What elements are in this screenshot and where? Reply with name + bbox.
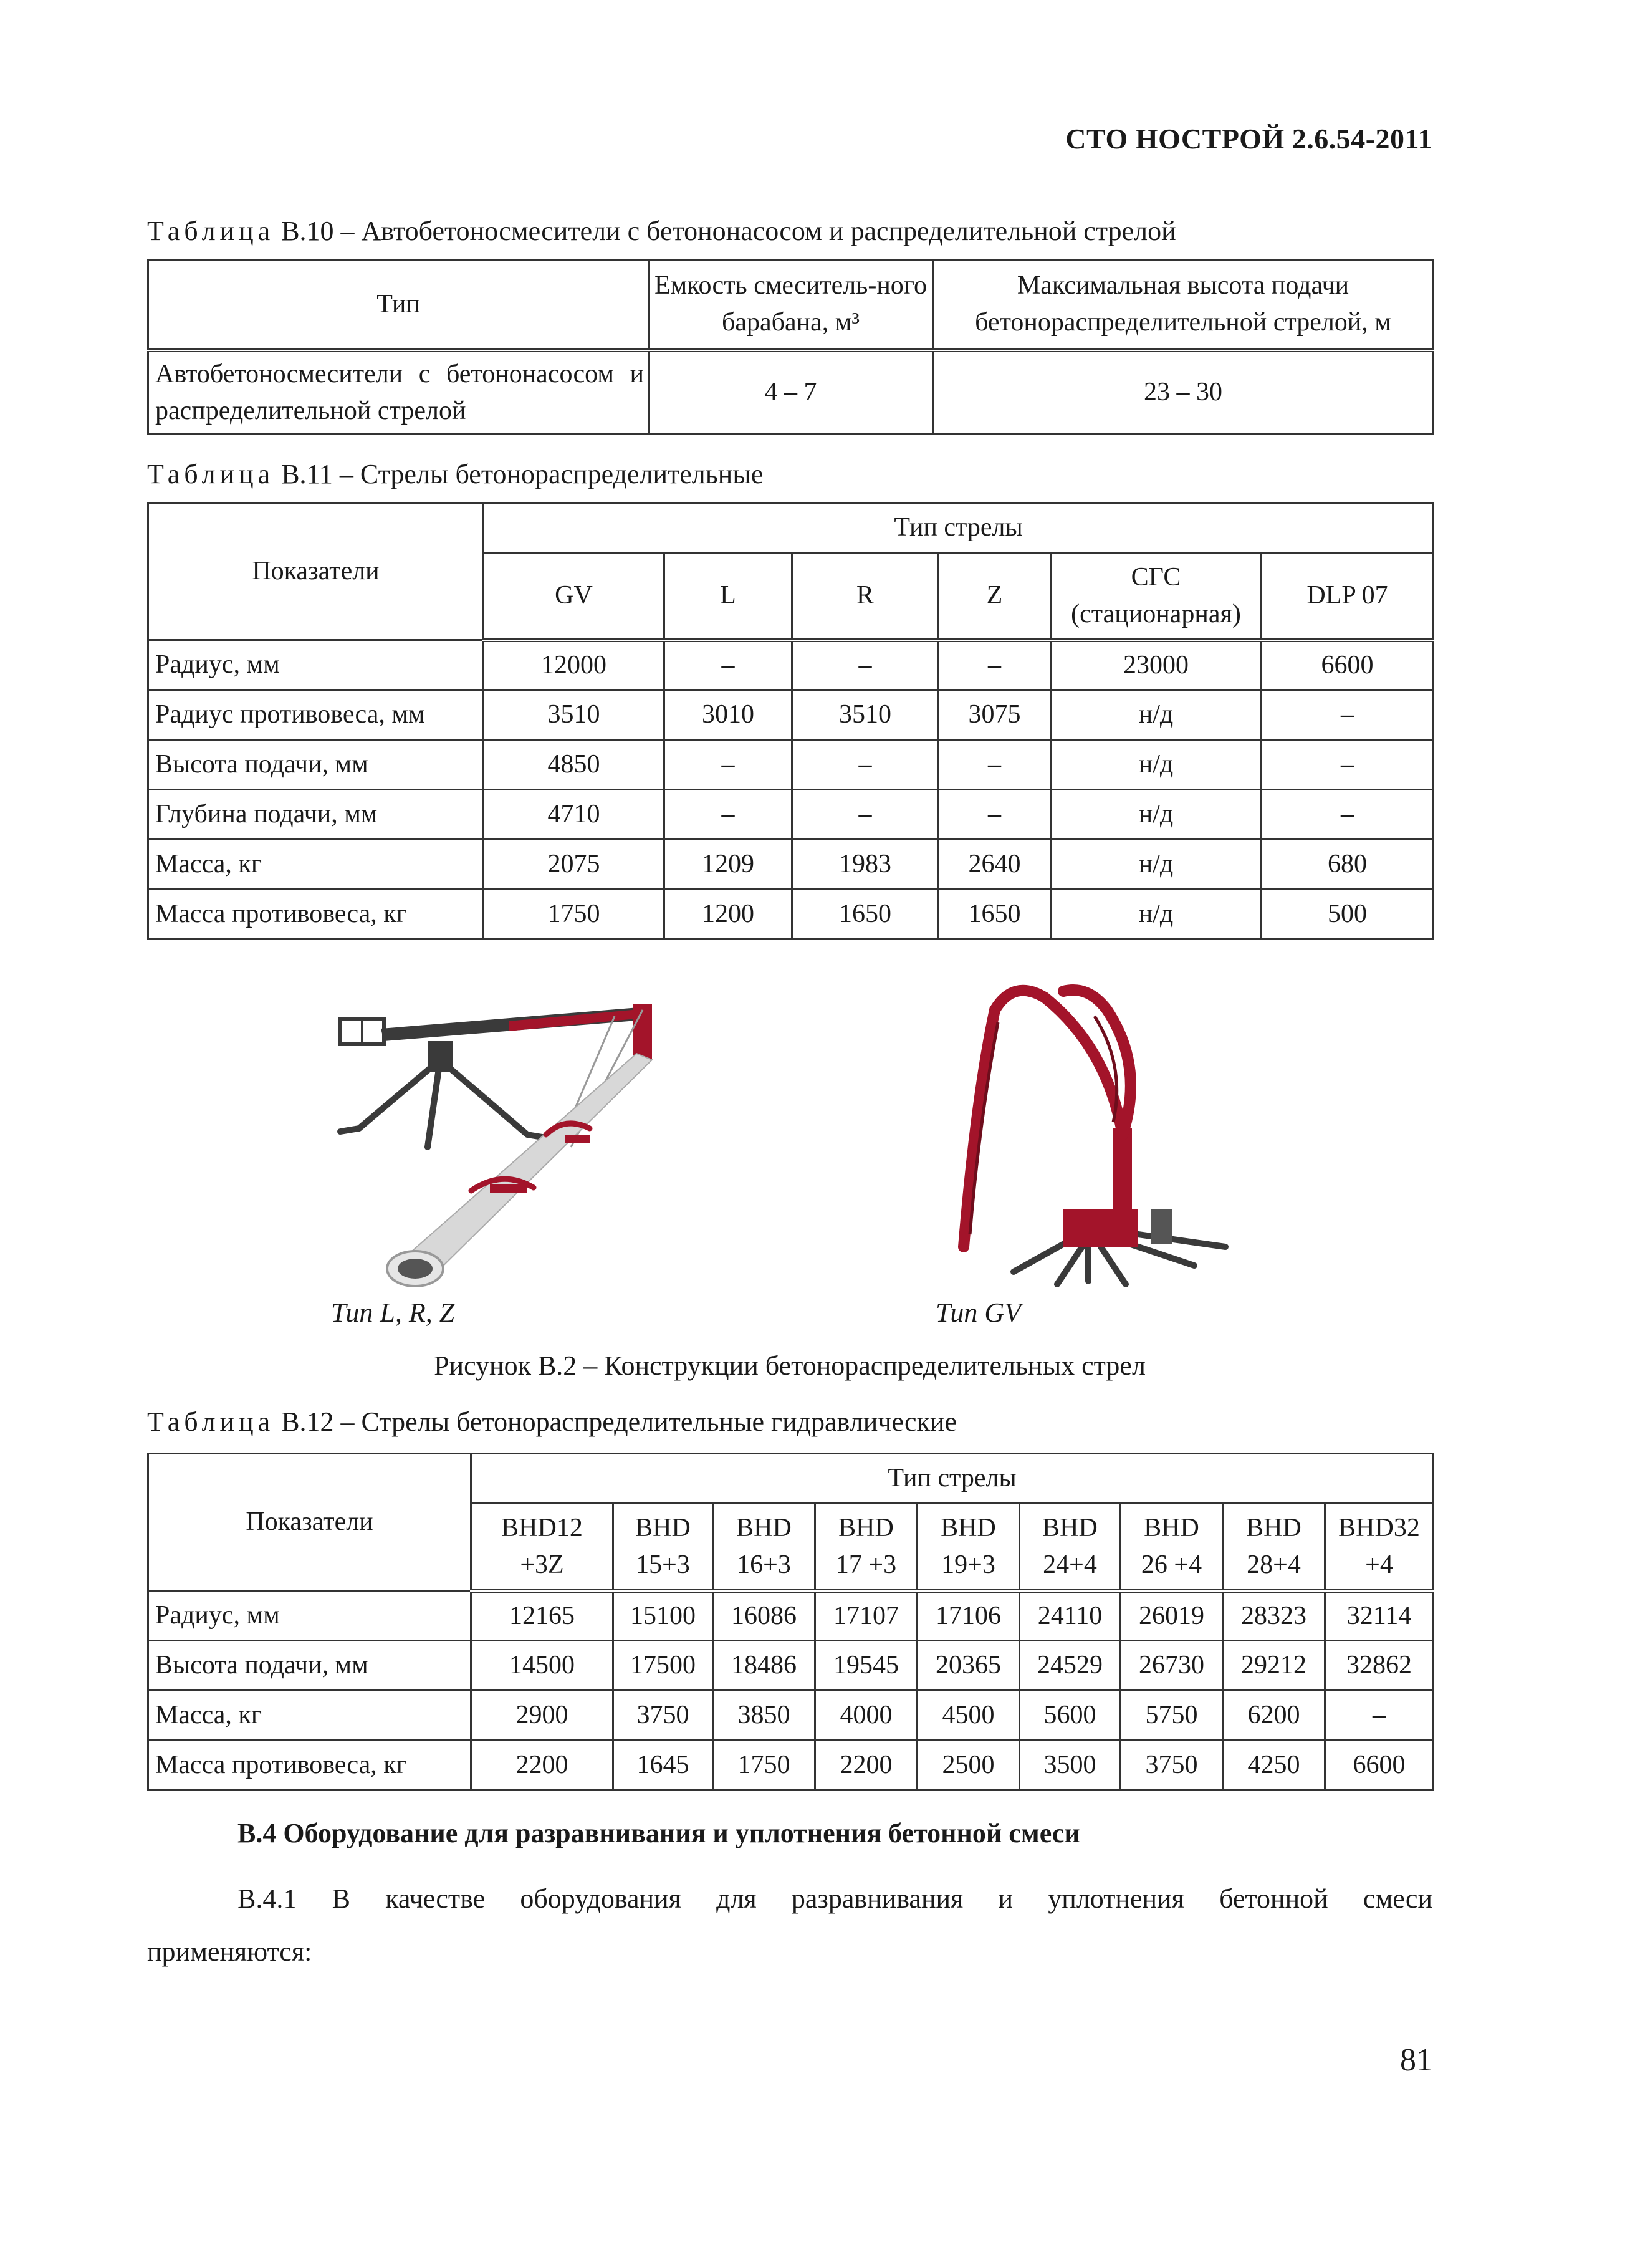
table-b11-cell: – [1262, 690, 1434, 740]
table-b12-header-boom-type: Тип стрелы [471, 1454, 1434, 1504]
table-b11-cell: 3075 [939, 690, 1051, 740]
table-b11-cell: 12000 [484, 640, 664, 690]
table-b12-cell: 32114 [1325, 1591, 1434, 1641]
table-b11-cell: 1650 [792, 890, 939, 939]
table-b11-type-header: GV [484, 553, 664, 640]
table-b11-cell: 500 [1262, 890, 1434, 939]
table-b11-cell: 1209 [664, 840, 792, 890]
table-row [148, 1691, 1434, 1741]
figure-label-lrz: Тип L, R, Z [331, 1297, 455, 1328]
table-b11-row-label: Высота подачи, мм [148, 740, 484, 790]
table-b10 [147, 259, 1434, 435]
table-b11-caption: Таблица В.11 – Стрелы бетонораспределительные [147, 459, 764, 489]
table-row [148, 1741, 1434, 1790]
table-b12-row-label: Высота подачи, мм [148, 1641, 471, 1691]
table-b12-cell: 5750 [1121, 1691, 1223, 1741]
table-b11-cell: 1983 [792, 840, 939, 890]
figure-label-gv: Тип GV [936, 1297, 1022, 1328]
table-b12-type-header [1020, 1504, 1121, 1591]
table-b12-caption: Таблица В.12 – Стрелы бетонораспределительные гидравлические [147, 1406, 957, 1437]
table-b12-type-line2: 15+3 [636, 1550, 690, 1579]
table-b12-type-line1: BHD [736, 1513, 792, 1542]
table-row [148, 840, 1434, 890]
table-b12-row-label: Масса противовеса, кг [148, 1741, 471, 1790]
table-b10-row-type: Автобетоносмесители с бетононасосом и распределительной стрелой [148, 350, 649, 435]
table-b12-cell: 5600 [1020, 1691, 1121, 1741]
table-b12-cell: 28323 [1223, 1591, 1325, 1641]
table-row [148, 740, 1434, 790]
table-b12-row-label: Радиус, мм [148, 1591, 471, 1641]
table-b11-cell: – [792, 740, 939, 790]
table-b11-cell: – [664, 640, 792, 690]
table-b12-cell: 26730 [1121, 1641, 1223, 1691]
table-b12-cell: 17500 [613, 1641, 713, 1691]
table-b11-header-indicators: Показатели [148, 503, 484, 640]
table-b12-type-line1: BHD [1144, 1513, 1199, 1542]
table-b12-cell: 3500 [1020, 1741, 1121, 1790]
table-b11-header-boom-type: Тип стрелы [484, 503, 1434, 553]
table-b12-cell: 32862 [1325, 1641, 1434, 1691]
table-b12-cell: 4500 [918, 1691, 1020, 1741]
page-number: 81 [1400, 2042, 1432, 2078]
table-b10-header-capacity: Емкость смеситель-ного барабана, м³ [649, 260, 933, 350]
table-b12-type-header [613, 1504, 713, 1591]
table-b12-type-header [1223, 1504, 1325, 1591]
table-b10-row-height: 23 – 30 [933, 350, 1434, 435]
table-b12 [147, 1453, 1434, 1791]
table-b12-cell: 26019 [1121, 1591, 1223, 1641]
table-b12-cell: 6600 [1325, 1741, 1434, 1790]
boom-gv-illustration [901, 973, 1350, 1297]
table-b11-cell: – [792, 790, 939, 840]
table-b12-header-indicators: Показатели [148, 1454, 471, 1591]
table-b11-cell: – [1262, 790, 1434, 840]
table-b12-type-header [815, 1504, 918, 1591]
table-b12-cell: 2900 [471, 1691, 613, 1741]
table-b11-cell: 4850 [484, 740, 664, 790]
table-b12-cell: 3750 [1121, 1741, 1223, 1790]
table-b11-cell: – [939, 740, 1051, 790]
table-b12-type-line1: BHD32 [1338, 1513, 1420, 1542]
table-b11-type-header: L [664, 553, 792, 640]
paragraph-b41-line2: применяются: [147, 1936, 312, 1967]
table-row [148, 890, 1434, 939]
table-b11-cell: 1650 [939, 890, 1051, 939]
table-b12-type-line1: BHD [941, 1513, 996, 1542]
table-b12-type-header [918, 1504, 1020, 1591]
table-b11-type-header: DLP 07 [1262, 553, 1434, 640]
section-title: В.4 Оборудование для разравнивания и уплотнения бетонной смеси [237, 1818, 1080, 1848]
table-b12-cell: 4250 [1223, 1741, 1325, 1790]
boom-lrz-illustration [322, 985, 820, 1297]
table-b12-type-header [471, 1504, 613, 1591]
table-b12-cell: 29212 [1223, 1641, 1325, 1691]
table-b11-cell: 3010 [664, 690, 792, 740]
table-b10-header-type: Тип [148, 260, 649, 350]
table-b11-cell: – [792, 640, 939, 690]
table-b10-header-height: Максимальная высота подачи бетонораспределительной стрелой, м [933, 260, 1434, 350]
table-b12-type-line1: BHD12 [501, 1513, 583, 1542]
table-b12-cell: 1645 [613, 1741, 713, 1790]
table-b12-cell: 19545 [815, 1641, 918, 1691]
table-b12-type-line2: +4 [1365, 1550, 1393, 1579]
table-b10-caption: Таблица В.10 – Автобетоносмесители с бетононасосом и распределительной стрелой [147, 216, 1176, 246]
table-b12-type-line1: BHD [838, 1513, 894, 1542]
table-b11-cell: 1200 [664, 890, 792, 939]
table-b11-type-header: СГС (стационарная) [1051, 553, 1262, 640]
table-b11-row-label: Глубина подачи, мм [148, 790, 484, 840]
table-b11 [147, 502, 1434, 940]
table-row [148, 790, 1434, 840]
table-row [148, 1591, 1434, 1641]
table-b12-type-line2: 24+4 [1043, 1550, 1097, 1579]
table-b11-cell: 3510 [484, 690, 664, 740]
table-b12-cell: 4000 [815, 1691, 918, 1741]
table-b12-cell: 12165 [471, 1591, 613, 1641]
table-b11-cell: 2075 [484, 840, 664, 890]
table-b12-cell: 6200 [1223, 1691, 1325, 1741]
table-b12-type-line2: 26 +4 [1141, 1550, 1202, 1579]
table-b11-cell: 2640 [939, 840, 1051, 890]
table-b12-type-line1: BHD [635, 1513, 691, 1542]
table-b11-row-label: Радиус, мм [148, 640, 484, 690]
table-b11-cell: – [664, 740, 792, 790]
table-b12-type-line2: +3Z [520, 1550, 564, 1579]
table-b11-cell: – [939, 790, 1051, 840]
table-b11-row-label: Масса противовеса, кг [148, 890, 484, 939]
table-b11-cell: 1750 [484, 890, 664, 939]
table-b11-type-header: R [792, 553, 939, 640]
table-b11-cell: – [939, 640, 1051, 690]
document-page [147, 0, 1432, 2268]
table-b12-type-line2: 28+4 [1247, 1550, 1301, 1579]
table-b11-cell: 6600 [1262, 640, 1434, 690]
table-b12-type-line1: BHD [1246, 1513, 1301, 1542]
table-b12-cell: 2200 [815, 1741, 918, 1790]
table-b12-cell: 2500 [918, 1741, 1020, 1790]
table-b12-cell: 20365 [918, 1641, 1020, 1691]
table-row [148, 690, 1434, 740]
table-b12-cell: 15100 [613, 1591, 713, 1641]
table-b12-type-line2: 19+3 [941, 1550, 995, 1579]
table-b12-cell: 2200 [471, 1741, 613, 1790]
figure-b2 [147, 973, 1432, 1328]
table-b12-cell: 3850 [713, 1691, 815, 1741]
table-b11-cell: н/д [1051, 840, 1262, 890]
table-b12-cell: 16086 [713, 1591, 815, 1641]
table-b12-cell: – [1325, 1691, 1434, 1741]
table-b12-cell: 3750 [613, 1691, 713, 1741]
document-header: СТО НОСТРОЙ 2.6.54-2011 [1065, 123, 1432, 155]
table-b12-cell: 17107 [815, 1591, 918, 1641]
table-b11-cell: 680 [1262, 840, 1434, 890]
table-b12-type-line2: 17 +3 [835, 1550, 897, 1579]
table-row [148, 640, 1434, 690]
table-b12-cell: 18486 [713, 1641, 815, 1691]
figure-caption: Рисунок В.2 – Конструкции бетонораспределительных стрел [434, 1350, 1146, 1381]
table-b11-type-header: Z [939, 553, 1051, 640]
table-b11-cell: 3510 [792, 690, 939, 740]
table-b12-row-label: Масса, кг [148, 1691, 471, 1741]
table-b12-cell: 1750 [713, 1741, 815, 1790]
table-b12-cell: 14500 [471, 1641, 613, 1691]
table-b10-row-capacity: 4 – 7 [649, 350, 933, 435]
table-b12-type-header [1121, 1504, 1223, 1591]
table-b12-type-line2: 16+3 [737, 1550, 791, 1579]
table-b12-cell: 17106 [918, 1591, 1020, 1641]
table-b11-row-label: Масса, кг [148, 840, 484, 890]
table-b12-cell: 24529 [1020, 1641, 1121, 1691]
table-b11-row-label: Радиус противовеса, мм [148, 690, 484, 740]
table-b12-type-header [1325, 1504, 1434, 1591]
table-b11-cell: н/д [1051, 790, 1262, 840]
table-b11-cell: 4710 [484, 790, 664, 840]
paragraph-b41-line1: В.4.1 В качестве оборудования для разравнивания и уплотнения бетонной смеси [237, 1883, 1432, 1914]
table-b11-cell: – [664, 790, 792, 840]
table-b11-cell: н/д [1051, 740, 1262, 790]
table-b11-cell: н/д [1051, 690, 1262, 740]
table-b11-cell: 23000 [1051, 640, 1262, 690]
table-b12-type-header [713, 1504, 815, 1591]
table-row [148, 1641, 1434, 1691]
table-b12-cell: 24110 [1020, 1591, 1121, 1641]
table-b12-type-line1: BHD [1042, 1513, 1098, 1542]
table-b11-cell: н/д [1051, 890, 1262, 939]
table-b11-cell: – [1262, 740, 1434, 790]
